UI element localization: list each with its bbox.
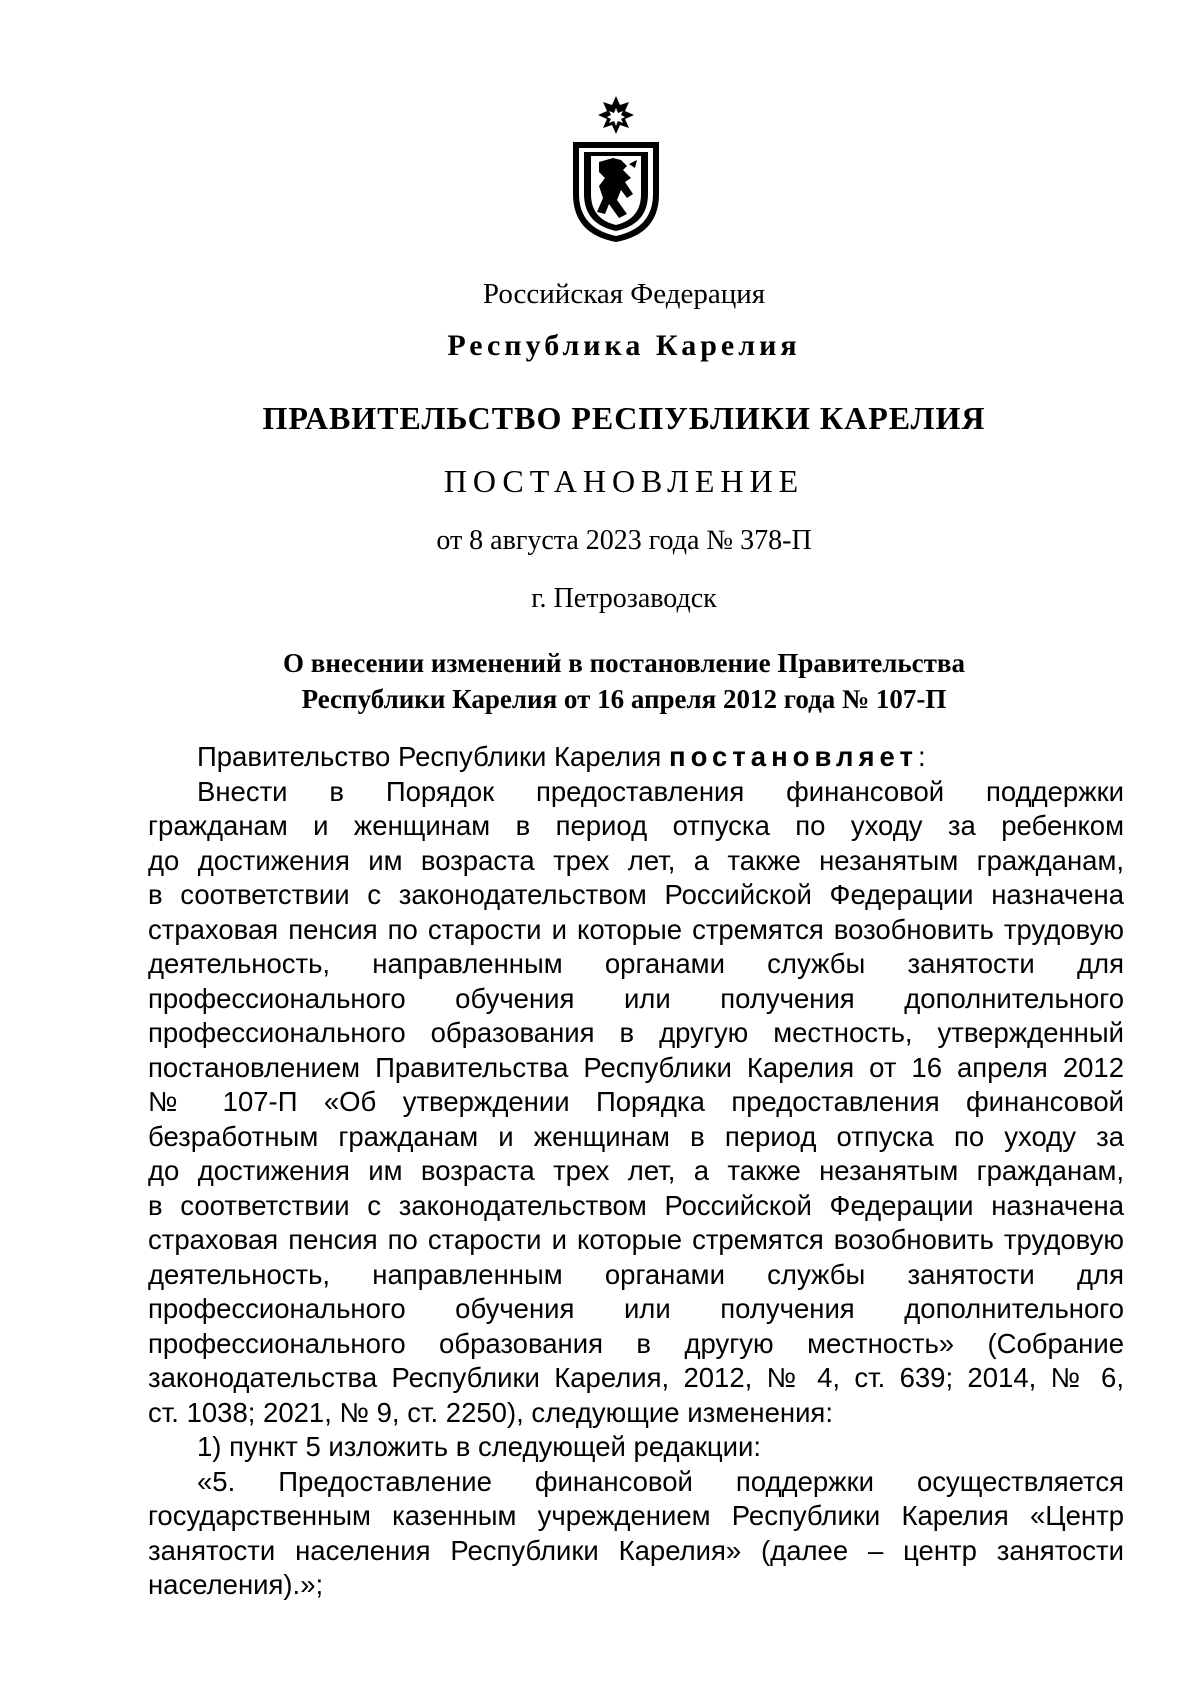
body-line: профессионального обучения или получения дополнительного [148,982,1124,1014]
document-type: ПОСТАНОВЛЕНИЕ [443,463,805,499]
body-line: деятельность, направленным органами службы занятости для [148,1258,1124,1290]
intro-line [148,740,1124,775]
body-line: до достижения им возраста трех лет, а также незанятым гражданам, [148,844,1124,876]
body-line: профессионального образования в другую местность» (Собрание [148,1327,1124,1359]
intro-prefix: Правительство Республики Карелия [197,741,669,772]
republic-name: Республика Карелия [447,329,801,362]
body-line: государственным казенным учреждением Республики Карелия «Центр [148,1500,1124,1531]
title-line: Республики Карелия от 16 апреля 2012 года № 107-П [301,684,947,714]
title-line: О внесении изменений в постановление Правительства [283,648,965,678]
coat-of-arms-icon [569,94,663,244]
body-line: профессионального образования в другую местность, утвержденный [148,1017,1124,1048]
body-line: страховая пенсия по старости и которые стремятся возобновить трудовую [148,913,1124,945]
body-line: гражданам и женщинам в период отпуска по уходу за ребенком [148,810,1124,841]
body-line: 1) пункт 5 изложить в следующей редакции: [197,1431,761,1462]
body-line: законодательства Республики Карелия, 2012, № 4, ст. 639; 2014, № 6, [148,1362,1124,1393]
intro-suffix: : [917,741,926,772]
body-line: Внести в Порядок предоставления финансовой поддержки [197,775,1124,807]
body-line: занятости населения Республики Карелия» (далее – центр занятости [148,1534,1124,1566]
body-line: безработным гражданам и женщинам в период отпуска по уходу за [148,1120,1124,1152]
body-line: в соответствии с законодательством Российской Федерации назначена [148,1189,1124,1221]
document-title [0,645,1200,717]
body-line: профессионального обучения или получения дополнительного [148,1293,1124,1324]
body-line: ст. 1038; 2021, № 9, ст. 2250), следующие изменения: [148,1396,833,1428]
intro-verb: постановляет [668,741,918,772]
document-body [148,740,1124,1603]
body-line: населения).»; [148,1569,324,1600]
city-name: г. Петрозаводск [531,583,717,614]
body-line: «5. Предоставление финансовой поддержки осуществляется [197,1465,1124,1497]
body-line: № 107-П «Об утверждении Порядка предоставления финансовой [148,1086,1124,1117]
body-line: деятельность, направленным органами службы занятости для [148,948,1124,979]
body-line: до достижения им возраста трех лет, а также незанятым гражданам, [148,1155,1124,1186]
country-name: Российская Федерация [482,278,766,310]
government-name: ПРАВИТЕЛЬСТВО РЕСПУБЛИКИ КАРЕЛИЯ [262,400,986,436]
body-line: в соответствии с законодательством Российской Федерации назначена [148,879,1124,910]
body-line: страховая пенсия по старости и которые стремятся возобновить трудовую [148,1224,1124,1255]
body-line: постановлением Правительства Республики Карелия от 16 апреля 2012 [148,1051,1124,1083]
date-and-number: от 8 августа 2023 года № 378-П [436,525,812,556]
